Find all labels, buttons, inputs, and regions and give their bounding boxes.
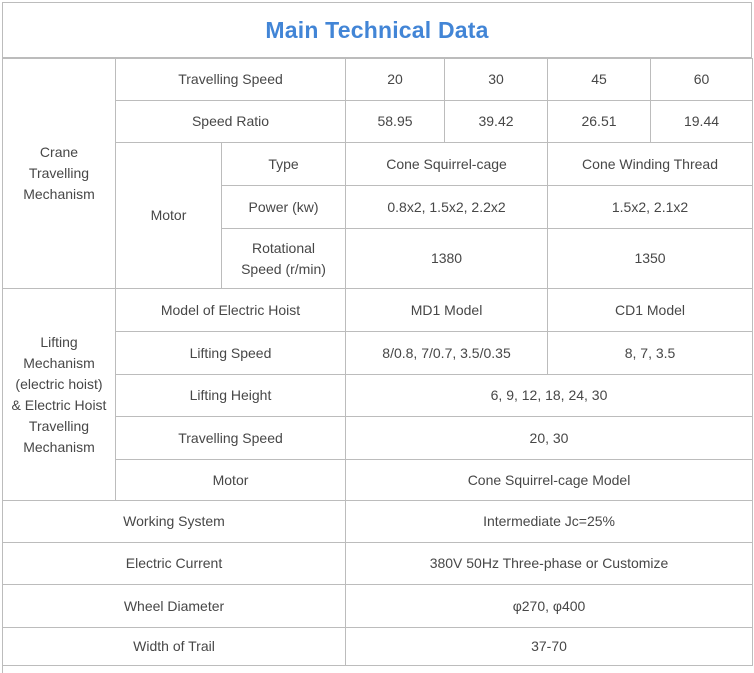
table-row [3,501,753,543]
title-bar [2,2,752,58]
row-label-rotational-speed: Rotational Speed (r/min) [222,229,346,289]
row-label-electric-current: Electric Current [3,543,346,585]
table-row [3,585,753,628]
cell-value: 1380 [346,229,548,289]
cell-value: 8/0.8, 7/0.7, 3.5/0.35 [346,332,548,375]
cell-value: 60 [651,59,753,101]
cell-value: 19.44 [651,101,753,143]
table-row [3,628,753,666]
cell-value: 6, 9, 12, 18, 24, 30 [346,375,753,417]
cell-value: φ270, φ400 [346,585,753,628]
row-label-lifting-speed: Lifting Speed [116,332,346,375]
cell-value: Cone Squirrel-cage [346,143,548,186]
hoist-section-label: Lifting Mechanism (electric hoist) & Electric Hoist Travelling Mechanism [3,289,116,501]
cell-value: MD1 Model [346,289,548,332]
cutoff-row [3,666,753,673]
cell-value: CD1 Model [548,289,753,332]
table-row [3,59,753,101]
table-row [3,375,753,417]
cell-value: 26.51 [548,101,651,143]
page-title: Main Technical Data [265,16,489,43]
cell-value: 45 [548,59,651,101]
row-label-width-of-trail: Width of Trail [3,628,346,666]
table-row [3,460,753,501]
table-row [3,143,753,186]
row-label-hoist-travelling-speed: Travelling Speed [116,417,346,460]
table-row [3,543,753,585]
cell-value: 8, 7, 3.5 [548,332,753,375]
cell-value: 20 [346,59,445,101]
cell-value: 30 [445,59,548,101]
table-row [3,289,753,332]
cell-value: 0.8x2, 1.5x2, 2.2x2 [346,186,548,229]
row-label-hoist-motor: Motor [116,460,346,501]
table-row [3,101,753,143]
row-label-speed-ratio: Speed Ratio [116,101,346,143]
cutoff-cell [3,666,753,673]
cell-value: 58.95 [346,101,445,143]
cell-value: 20, 30 [346,417,753,460]
cell-value: 1350 [548,229,753,289]
technical-data-table [2,58,753,673]
cell-value: Intermediate Jc=25% [346,501,753,543]
row-label-motor-power: Power (kw) [222,186,346,229]
motor-group-label: Motor [116,143,222,289]
row-label-travelling-speed: Travelling Speed [116,59,346,101]
row-label-wheel-diameter: Wheel Diameter [3,585,346,628]
row-label-working-system: Working System [3,501,346,543]
technical-data-panel [2,2,752,673]
row-label-lifting-height: Lifting Height [116,375,346,417]
table-row [3,417,753,460]
row-label-hoist-model: Model of Electric Hoist [116,289,346,332]
cell-value: 37-70 [346,628,753,666]
cell-value: 1.5x2, 2.1x2 [548,186,753,229]
cell-value: Cone Winding Thread [548,143,753,186]
cell-value: 380V 50Hz Three-phase or Customize [346,543,753,585]
cell-value: 39.42 [445,101,548,143]
table-row [3,332,753,375]
row-label-motor-type: Type [222,143,346,186]
crane-section-label: Crane Travelling Mechanism [3,59,116,289]
cell-value: Cone Squirrel-cage Model [346,460,753,501]
